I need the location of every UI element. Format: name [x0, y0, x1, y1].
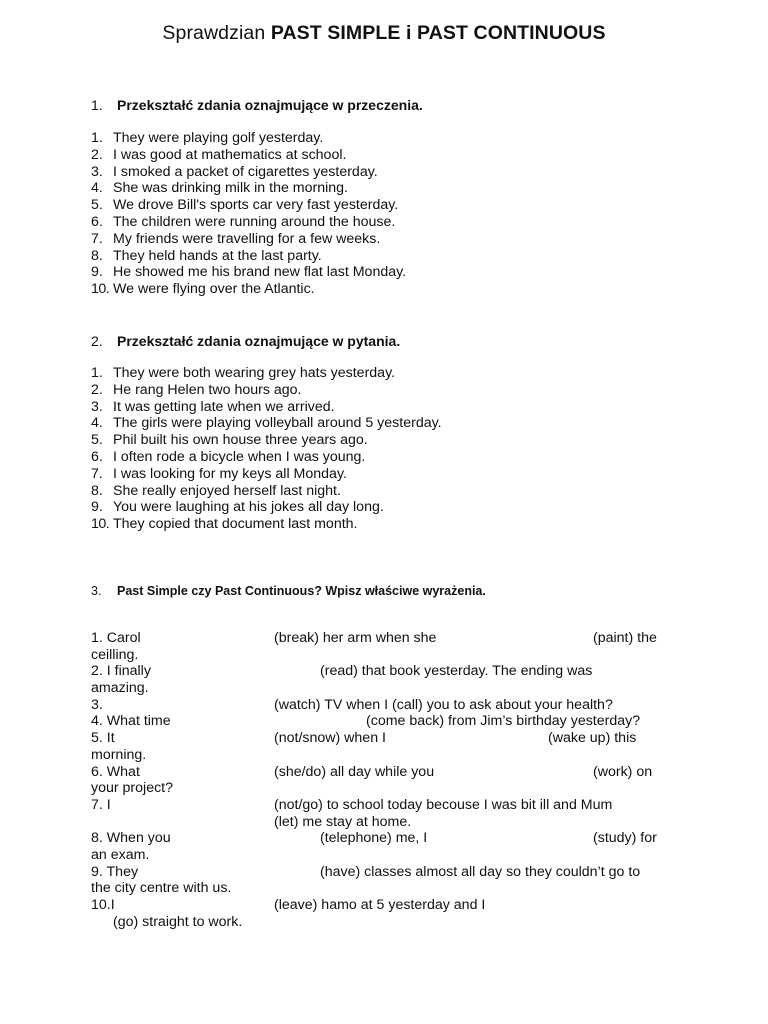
- section2-number: 2.: [91, 333, 103, 349]
- exercise-line: the city centre with us.: [91, 880, 232, 897]
- list-item: 10. They copied that document last month.: [91, 516, 358, 533]
- list-item: 5. Phil built his own house three years ago.: [91, 432, 368, 449]
- list-item: 2. He rang Helen two hours ago.: [91, 381, 302, 398]
- list-item: 4. She was drinking milk in the morning.: [91, 180, 348, 197]
- exercise-line: 2. I finally (read) that book yesterday. The ending was: [91, 663, 593, 680]
- section3-heading: [91, 584, 486, 598]
- list-item: 3. I smoked a packet of cigarettes yesterday.: [91, 163, 378, 180]
- exercise-line: morning.: [91, 746, 147, 763]
- list-item: 8. They held hands at the last party.: [91, 247, 322, 264]
- section2-heading-text: Przekształć zdania oznajmujące w pytania.: [117, 333, 401, 349]
- list-item: 1. They were both wearing grey hats yesterday.: [91, 365, 396, 381]
- list-item: 9. You were laughing at his jokes all day long.: [91, 499, 384, 516]
- title-main: PAST SIMPLE i PAST CONTINUOUS: [270, 22, 606, 44]
- list-item: 4. The girls were playing volleyball around 5 yesterday.: [91, 415, 442, 432]
- section2-heading: [91, 333, 400, 349]
- exercise-line: ceilling.: [91, 646, 139, 663]
- exercise-line: (let) me stay at home.: [274, 813, 412, 830]
- section3-number: 3.: [91, 584, 102, 598]
- list-item: 9. He showed me his brand new flat last Monday.: [91, 264, 407, 281]
- title-lead: Sprawdzian: [162, 22, 271, 44]
- section1-list: [91, 130, 406, 298]
- list-item: 5. We drove Bill's sports car very fast yesterday.: [91, 197, 399, 214]
- exercise-line: (go) straight to work.: [113, 913, 243, 930]
- exercise-line: 9. They (have) classes almost all day so they couldn’t go to: [91, 863, 641, 880]
- exercise-line: amazing.: [91, 680, 149, 697]
- exercise-line: 5. It (not/snow) when I (wake up) this: [91, 730, 637, 747]
- list-item: 6. I often rode a bicycle when I was young.: [91, 448, 366, 465]
- section3-exercise: [91, 630, 691, 930]
- section1-heading-text: Przekształć zdania oznajmujące w przeczenia.: [117, 97, 423, 113]
- list-item: 8. She really enjoyed herself last night.: [91, 482, 341, 499]
- section1-number: 1.: [91, 97, 103, 113]
- exercise-line: 4. What time (come back) from Jim’s birthday yesterday?: [91, 713, 641, 730]
- list-item: 3. It was getting late when we arrived.: [91, 398, 335, 415]
- exercise-line: your project?: [91, 780, 174, 797]
- exercise-line: 8. When you (telephone) me, I (study) for: [91, 830, 657, 847]
- list-item: 10. We were flying over the Atlantic.: [91, 281, 315, 298]
- list-item: 7. My friends were travelling for a few weeks.: [91, 230, 381, 247]
- exercise-line: 6. What (she/do) all day while you (work) on: [91, 763, 653, 780]
- exercise-line: 10.I (leave) hamo at 5 yesterday and I: [91, 897, 486, 913]
- section2-list: [91, 365, 442, 533]
- list-item: 7. I was looking for my keys all Monday.: [91, 465, 347, 482]
- exercise-line: 1. Carol (break) her arm when she (paint) the: [91, 630, 657, 646]
- exercise-line: 7. I (not/go) to school today becouse I was bit ill and Mum: [91, 796, 613, 813]
- exercise-line: 3. (watch) TV when I (call) you to ask about your health?: [91, 696, 613, 713]
- page-title: [0, 22, 768, 45]
- section1-heading: [91, 97, 423, 113]
- list-item: 1. They were playing golf yesterday.: [91, 130, 324, 146]
- exercise-line: an exam.: [91, 846, 150, 863]
- list-item: 6. The children were running around the house.: [91, 213, 396, 230]
- list-item: 2. I was good at mathematics at school.: [91, 146, 347, 163]
- section3-heading-text: Past Simple czy Past Continuous? Wpisz właściwe wyrażenia.: [117, 584, 486, 598]
